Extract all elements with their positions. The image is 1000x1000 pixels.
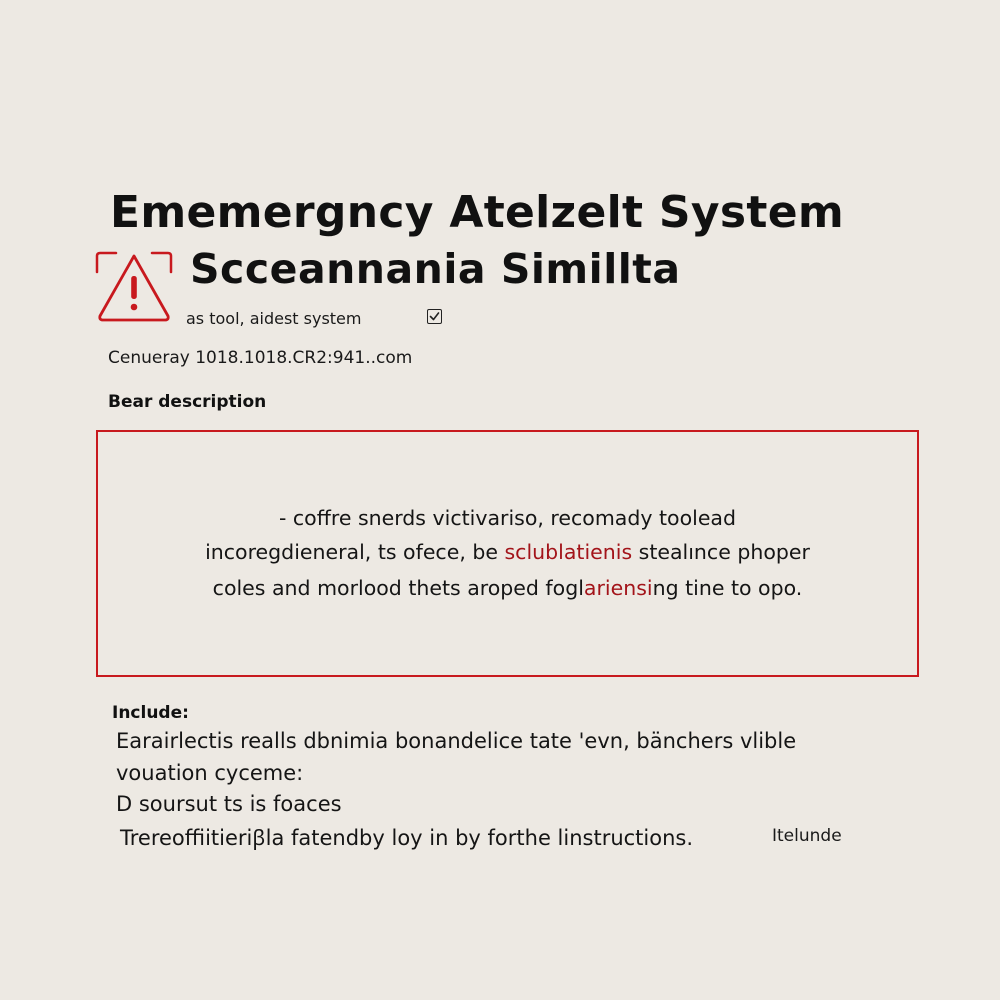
description-line-1: - coffre snerds victivariso, recomady toolead bbox=[278, 506, 737, 530]
include-line: D soursut ts is foaces bbox=[116, 792, 342, 816]
description-label: Bear description bbox=[108, 392, 267, 412]
highlighted-term: sclublatienis bbox=[504, 540, 633, 564]
description-line-3 bbox=[98, 576, 917, 600]
include-line: Trereoffiitieriꞵla fatendby loy in by forthe linstructions. bbox=[120, 826, 694, 850]
checkmark-icon bbox=[429, 311, 440, 322]
include-aside-link[interactable]: Itelunde bbox=[772, 826, 842, 846]
text-segment: stealınce phoper bbox=[632, 540, 810, 564]
text-segment: incoregdieneral, ts ofece, be bbox=[205, 540, 505, 564]
warning-triangle-icon bbox=[94, 250, 174, 326]
description-box bbox=[96, 430, 919, 677]
include-label: Include: bbox=[112, 703, 189, 723]
checkbox[interactable] bbox=[427, 309, 442, 324]
text-segment: coles and morlood thets aroped fogl bbox=[212, 576, 584, 600]
include-line: vouation cyceme: bbox=[116, 761, 304, 785]
include-line: Earairlectis realls dbnimia bonandelice tate 'evn, bänchers vlible bbox=[116, 729, 797, 753]
description-line-2 bbox=[98, 540, 917, 564]
subtitle: as tool, aidest system bbox=[186, 309, 362, 328]
contact-line: Cenueray 1018.1018.CR2:941..com bbox=[108, 348, 413, 368]
highlighted-term: ariensi bbox=[583, 576, 653, 600]
page-title-line-1: Ememergncy Atelzelt System bbox=[110, 187, 845, 238]
text-segment: ng tine to opo. bbox=[652, 576, 803, 600]
page-title-line-2: Scceannania Simillta bbox=[190, 245, 681, 293]
